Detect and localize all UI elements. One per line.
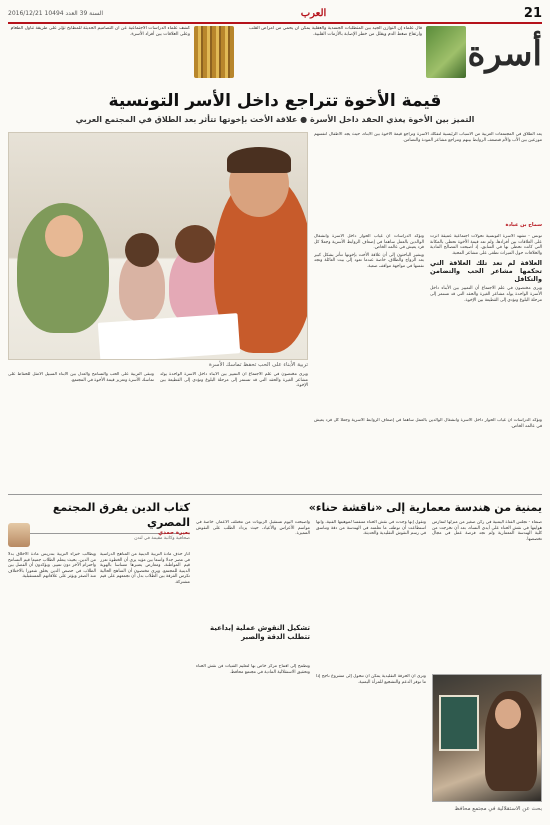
author-info (134, 530, 190, 541)
main-title: قيمة الأخوة تتراجع داخل الأسر التونسية (108, 91, 442, 111)
yemen-column-4: وتطمح إلى افتتاح مركز خاص بها لتعليم الفتيات فن نقش الحناء وتحقيق الاستقلالية المادية في مجتمع محافظ. (196, 664, 310, 675)
opinion-column-1: أثار حذف مادة التربية الدينية من المناهج الدراسية في مصر جدلا واسعا بين مؤيد يرى أن الخطوة تعزز قيم المواطنة، ومعارض يعتبرها مساسا بالهوية الدينية للمجتمع. ويرى مختصون أن المناهج الحالية تكرس الفرقة بين الطلاب بدل أن تجمعهم على قيم مشتركة. (100, 552, 190, 585)
author-role: صحافية وكاتبة مقيمة في لندن (134, 535, 190, 541)
newspaper-logo: العرب (300, 7, 327, 19)
yemen-story-header (196, 500, 542, 515)
opinion-column-2: ويطالب خبراء التربية بتدريس مادة الأخلاق بدلا من الدين، بحيث يتعلم الطلاب جميعا قيم التسامح واحترام الآخر دون تمييز. ويؤكدون أن الفصل بين الطلاب في حصص الدين يخلق شعورا بالاختلاف منذ الصغر ويؤثر على علاقاتهم المستقبلية. (8, 552, 96, 580)
masthead (8, 6, 542, 20)
photo-caption: تربية الأبناء على الحب تحفظ تماسك الأسرة (208, 362, 308, 368)
main-column-4: وتبقى التربية على الحب والتسامح والعدل بين الأبناء السبيل الأمثل للحفاظ على تماسك الأسرة وتعزيز قيمة الأخوة في المجتمع. (8, 372, 154, 383)
section-divider (8, 494, 542, 495)
main-column-3: وتؤكد الدراسات أن غياب الحوار داخل الأسرة وانشغال الوالدين بالعمل ساهما في إضعاف الروابط الأسرية وجعلا كل فرد يعيش في عالمه الخاص. ويشير الباحثون إلى أن علاقة الأخت بإخوتها تتأثر بشكل كبير بعد الزواج والطلاق، خاصة عندما تعود إلى بيت العائلة وتجد نفسها في مواجهة مواقف صعبة. (314, 234, 424, 269)
author-box (8, 522, 190, 548)
opinion-title: كتاب الدين يفرق المجتمع المصري (8, 500, 190, 534)
main-column-5: ويرى مختصون في علم الاجتماع أن التمييز بين الأبناء داخل الأسرة الواحدة يولد مشاعر الغيرة والحقد التي قد تستمر إلى مرحلة البلوغ وتؤدي إلى القطيعة بين الإخوة. (160, 372, 308, 389)
main-column-1: يعد الطلاق في المجتمعات العربية من الأسباب الرئيسية لتفكك الأسرة وتراجع قيمة الأخوة بين الأبناء، حيث يجد الأطفال أنفسهم موزعين بين الأب والأم فتضعف الروابط بينهم وتتراجع مشاعر المودة والتضامن. (314, 132, 542, 143)
page-number: 21 (523, 5, 542, 21)
main-headline (8, 90, 542, 124)
author-avatar (8, 523, 30, 547)
pullquote: تشكيل النقوش عملية إبداعية تتطلب الدقة والصبر (210, 624, 310, 641)
yemen-story-title: يمنية من هندسة معمارية إلى «ناقشة حناء» (308, 501, 542, 514)
main-subtitle: التميز بين الأخوة يغذي الحقد داخل الأسرة ● علاقة الأخت بإخوتها تتأثر بعد الطلاق في المجتمع العربي (75, 115, 475, 124)
teaser-2-photo (194, 26, 234, 78)
artist-photo (432, 674, 542, 802)
artist-photo-caption: بحث عن الاستقلالية في مجتمع محافظ (454, 806, 542, 812)
teaser-2-text: كشف علماء الدراسات الاجتماعية عن أن التصاميم الحديثة للمطابخ تؤثر على طريقة تناول الطعام وعلى العلاقات بين أفراد الأسرة. (10, 26, 190, 37)
yemen-column-2: وتقول إنها وجدت في نقش الحناء متنفسا لموهبتها الفنية، وأنها استطاعت أن توظف ما تعلمته في الهندسة من دقة وتناسق في رسم النقوش التقليدية والحديثة. (316, 520, 426, 537)
masthead-rule (8, 22, 542, 24)
family-photo (8, 132, 308, 360)
top-strip (8, 26, 542, 84)
teaser-1 (240, 26, 466, 84)
teaser-1-photo (426, 26, 466, 78)
yemen-column-3: وأصبحت اليوم تستقبل الزبونات من مختلف الأعمار، خاصة في مواسم الأعراس والأعياد، حيث يزداد الطلب على النقوش المميزة. (196, 520, 310, 537)
yemen-column-5: وترى أن الحرفة التقليدية يمكن أن تتحول إلى مشروع ناجح إذا ما توفر الدعم والتشجيع للمرأة اليمنية. (316, 674, 426, 685)
yemen-column-1: صنعاء - تجلس الفتاة اليمنية في ركن صغير من منزلها لتمارس هوايتها في نقش الحناء على أيدي النساء، بعد أن تخرجت من كلية الهندسة المعمارية ولم تجد فرصة عمل في مجال تخصصها. (432, 520, 542, 542)
author-name: بعيرة حمدي (158, 529, 190, 536)
issue-date: 2016/12/21 السنة 39 العدد 10494 (8, 9, 104, 17)
subhead: العلاقة لم تعد تلك العلاقة التي تحكمها مشاعر الحب والتضامن والتكافل (430, 259, 542, 284)
main-column-2: تونس - تشهد الأسرة التونسية تحولات اجتماعية عميقة أثرت على العلاقات بين أفرادها، ولم تعد قيمة الأخوة تحظى بالمكانة التي كانت تحظى بها في السابق، إذ أصبحت المصالح المادية والخلافات حول الميراث تطغى على مشاعر المحبة. العلاقة لم تعد تلك العلاقة التي تحكمها مشاعر الحب والتضامن والتكافل ويرى مختصون في علم الاجتماع أن التمييز بين الأبناء داخل الأسرة الواحدة يولد مشاعر الغيرة والحقد التي قد تستمر إلى مرحلة البلوغ وتؤدي إلى القطيعة بين الإخوة. (430, 234, 542, 303)
teaser-1-text: قال علماء إن التوازن الجيد بين المتطلبات الجسدية والعقلية يمكن أن يحمي من أمراض القلب وارتفاع ضغط الدم ويقلل من خطر الإصابة بالأزمات القلبية. (248, 26, 422, 37)
teaser-2 (8, 26, 234, 84)
byline: سماح بن عبادة (505, 222, 542, 228)
main-column-6: وتؤكد الدراسات أن غياب الحوار داخل الأسرة وانشغال الوالدين بالعمل ساهما في إضعاف الروابط الأسرية وجعلا كل فرد يعيش في عالمه الخاص. (314, 418, 542, 429)
section-title: أسرة (467, 34, 542, 74)
